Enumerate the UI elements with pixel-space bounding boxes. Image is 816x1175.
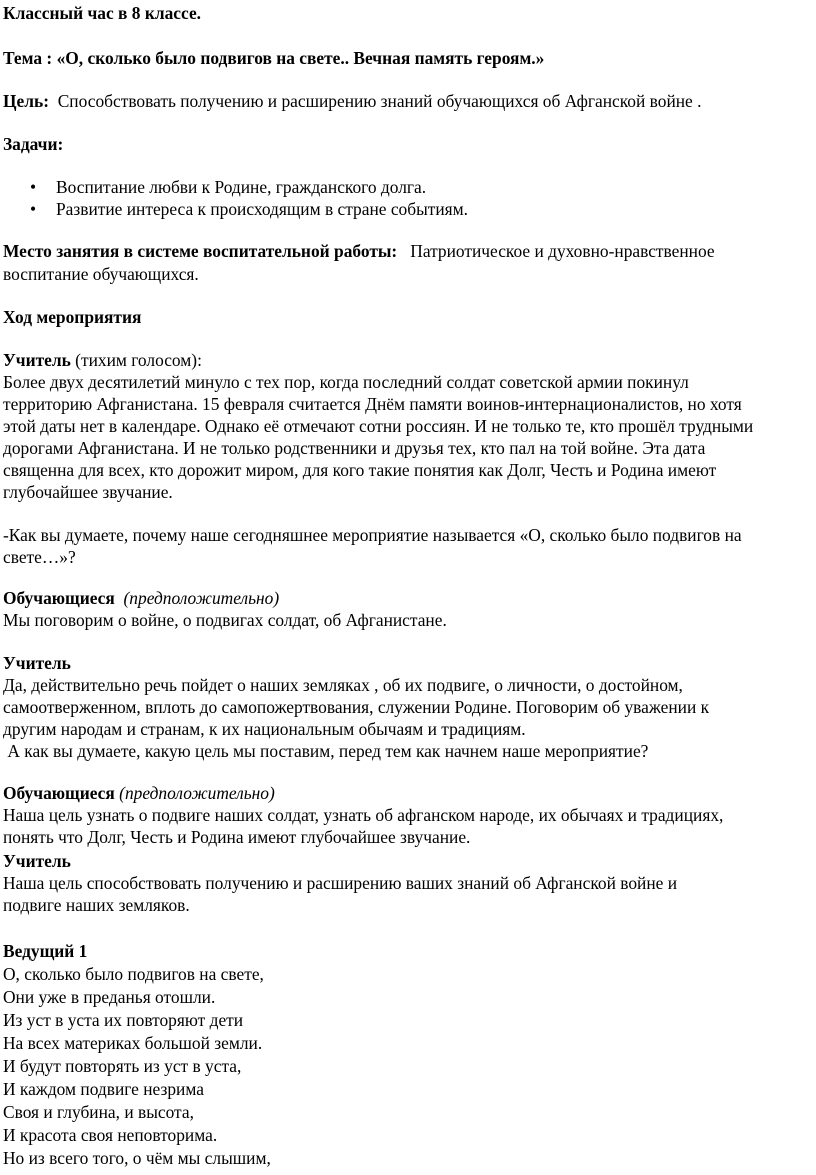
bullet-icon: • <box>30 177 37 197</box>
question-line: свете…»? <box>3 547 76 567</box>
teacher-text-line: другим народам и странам, к их национальным обычаям и традициям. <box>3 719 526 739</box>
poem-line: Они уже в преданья отошли. <box>3 987 216 1007</box>
place-line-1: Место занятия в системе воспитательной работы: Патриотическое и духовно-нравственное <box>3 241 715 261</box>
teacher-text-line: Более двух десятилетий минуло с тех пор, когда последний солдат советской армии покинул <box>3 372 689 392</box>
poem-line: Но из всего того, о чём мы слышим, <box>3 1148 271 1168</box>
teacher-text-line: Наша цель способствовать получению и расширению ваших знаний об Афганской войне и <box>3 873 678 893</box>
teacher-speaker-2: Учитель <box>3 653 71 673</box>
poem-line: И каждом подвиге незрима <box>3 1079 204 1099</box>
poem-line: О, сколько было подвигов на свете, <box>3 964 264 984</box>
question-line: -Как вы думаете, почему наше сегодняшнее мероприятие называется «О, сколько было подвигов на <box>3 525 742 545</box>
goal-line: Цель: Способствовать получению и расширению знаний обучающихся об Афганской войне . <box>3 91 702 111</box>
bullet-icon: • <box>30 199 37 219</box>
students-text-line: понять что Долг, Честь и Родина имеют глубочайшее звучание. <box>3 827 471 847</box>
teacher-text-line: А как вы думаете, какую цель мы поставим, перед тем как начнем наше мероприятие? <box>3 741 649 761</box>
course-heading: Ход мероприятия <box>3 307 142 327</box>
poem-line: Своя и глубина, и высота, <box>3 1102 194 1122</box>
document-page: Классный час в 8 классе. Тема : «О, сколько было подвигов на свете.. Вечная память героям.» Цель: Способствовать получению и расширению знаний обучающихся об Афганской войне . Задачи: • Воспитание любви к Родине, гражданского долга. • Развитие интереса к происходящим в стране событиям. Место занятия в системе воспитательной работы: Патриотическое и духовно-нравственное воспитание обучающихся. Ход мероприятия Учитель (тихим голосом): Более двух десятилетий минуло с тех пор, когда последний солдат советской армии покинул территорию Афганистана. 15 февраля считается Днём памяти воинов-интернационалистов, но хотя этой даты нет в календаре. Однако её отмечают сотни россиян. И не только те, кто прошёл трудными дорогами Афганистана. И не только родственники и друзья тех, кто пал на той войне. Эта дата священна для всех, кто дорожит миром, для кого такие понятия как Долг, Честь и Родина имеют глубочайшее звучание. -Как вы думаете, почему наше сегодняшнее мероприятие называется «О, сколько было подвигов на свете…»? Обучающиеся (предположительно) Мы поговорим о войне, о подвигах солдат, об Афганистане. Учитель Да, действительно речь пойдет о наших земляках , об их подвиге, о личности, о достойном, самоотверженном, вплоть до самопожертвования, служении Родине. Поговорим об уважении к другим народам и странам, к их национальным обычаям и традициям. А как вы думаете, какую цель мы поставим, перед тем как начнем наше мероприятие? Обучающиеся (предположительно) Наша цель узнать о подвиге наших солдат, узнать об афганском народе, их обычаях и традициях, понять что Долг, Честь и Родина имеют глубочайшее звучание. Учитель Наша цель способствовать получению и расширению ваших знаний об Афганской войне и подвиге наших земляков. Ведущий 1 О, сколько было подвигов на свете, Они уже в преданья отошли. Из уст в уста их повторяют дети На всех материках большой земли. И будут повторять из уст в уста, И каждом подвиге незрима Своя и глубина, и высота, И красота своя неповторима. Но из всего того, о чём мы слышим, <box>0 0 816 1175</box>
teacher-text-line: дорогами Афганистана. И не только родственники и друзья тех, кто пал на той войне. Эта дата <box>3 438 706 458</box>
tasks-heading: Задачи: <box>3 134 64 154</box>
poem-line: На всех материках большой земли. <box>3 1033 263 1053</box>
place-line-2: воспитание обучающихся. <box>3 264 199 284</box>
students-text-line: Мы поговорим о войне, о подвигах солдат, об Афганистане. <box>3 610 447 630</box>
teacher-text-line: священна для всех, кто дорожит миром, для кого такие понятия как Долг, Честь и Родина имеют <box>3 460 717 480</box>
teacher-text-line: этой даты нет в календаре. Однако её отмечают сотни россиян. И не только те, кто прошёл трудными <box>3 416 754 436</box>
poem-line: И будут повторять из уст в уста, <box>3 1056 242 1076</box>
document-title: Классный час в 8 классе. <box>3 3 202 23</box>
students-text-line: Наша цель узнать о подвиге наших солдат, узнать об афганском народе, их обычаях и традициях, <box>3 805 724 825</box>
teacher-speaker-3: Учитель <box>3 851 71 871</box>
teacher-speaker-1: Учитель (тихим голосом): <box>3 350 202 370</box>
students-speaker-1: Обучающиеся (предположительно) <box>3 588 280 608</box>
teacher-text-line: подвиге наших земляков. <box>3 895 190 915</box>
teacher-text-line: глубочайшее звучание. <box>3 482 173 502</box>
teacher-text-line: самоотверженном, вплоть до самопожертвования, служении Родине. Поговорим об уважении к <box>3 697 710 717</box>
students-speaker-2: Обучающиеся (предположительно) <box>3 783 275 803</box>
teacher-text-line: Да, действительно речь пойдет о наших земляках , об их подвиге, о личности, о достойном, <box>3 675 683 695</box>
topic-line: Тема : «О, сколько было подвигов на свете.. Вечная память героям.» <box>3 48 545 68</box>
poem-line: И красота своя неповторима. <box>3 1125 218 1145</box>
poem-line: Из уст в уста их повторяют дети <box>3 1010 244 1030</box>
teacher-text-line: территорию Афганистана. 15 февраля считается Днём памяти воинов-интернационалистов, но хотя <box>3 394 742 414</box>
host-speaker-1: Ведущий 1 <box>3 941 88 961</box>
